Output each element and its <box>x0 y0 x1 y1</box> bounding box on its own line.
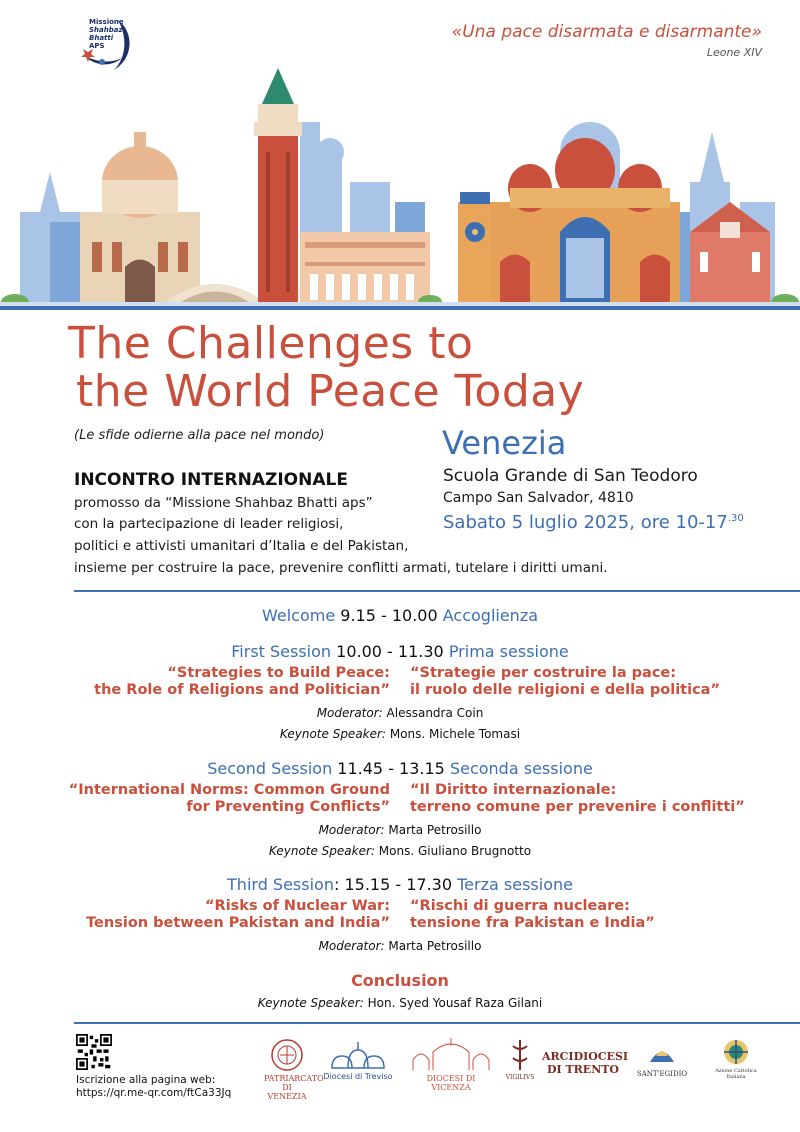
intro-line: insieme per costruire la pace, prevenire conflitti armati, tutelare i diritti umani. <box>74 560 608 576</box>
footer-divider <box>74 1022 800 1024</box>
vicenza-skyline-icon <box>411 1038 491 1072</box>
registration-label: Iscrizione alla pagina web: <box>76 1074 216 1086</box>
vigilius-emblem-icon <box>509 1038 531 1072</box>
session-header <box>0 642 800 661</box>
session-title-it: “Rischi di guerra nucleare: tensione fra Pakistan e India” <box>410 898 655 931</box>
event-title <box>68 320 584 416</box>
session-header <box>0 759 800 778</box>
session-label-it: Terza sessione <box>457 875 573 894</box>
event-title-line2: the World Peace Today <box>76 366 585 417</box>
session-moderator: Moderator: Marta Petrosillo <box>318 939 482 953</box>
sponsor-azione-cattolica: Azione Cattolica Italiana <box>708 1038 764 1080</box>
intro-heading: INCONTRO INTERNAZIONALE <box>74 470 348 490</box>
header-quote: «Una pace disarmata e disarmante» <box>451 22 762 42</box>
intro-line: promosso da “Missione Shahbaz Bhatti aps” <box>74 495 373 511</box>
registration-info <box>76 1074 231 1100</box>
session-moderator: Moderator: Alessandra Coin <box>316 706 484 720</box>
welcome-time: 9.15 - 10.00 <box>340 606 438 625</box>
session-label-it: Prima sessione <box>448 642 569 661</box>
intro-line: politici e attivisti umanitari d’Italia e del Pakistan, <box>74 538 409 554</box>
session-time: 11.45 - 13.15 <box>337 759 445 778</box>
session-title-it: “Strategie per costruire la pace: il ruolo delle religioni e della politica” <box>410 665 720 698</box>
logo-text: Missione Shahbaz Bhatti APS <box>89 18 124 50</box>
patriarcato-seal-icon <box>270 1038 304 1072</box>
sponsor-vigilius: VIGILIVS <box>504 1038 536 1081</box>
conclusion-keynote: Keynote Speaker: Hon. Syed Yousaf Raza Gilani <box>257 996 543 1010</box>
treviso-domes-icon <box>326 1038 390 1070</box>
azione-cattolica-sun-icon <box>722 1038 750 1066</box>
sponsor-patriarcato-venezia: PATRIARCATO DI VENEZIA <box>264 1038 310 1101</box>
session-title-en: “Risks of Nuclear War: Tension between Pakistan and India” <box>86 898 390 931</box>
intro-line: con la partecipazione di leader religiosi, <box>74 516 344 532</box>
sponsor-santegidio: SANT'EGIDIO <box>634 1038 690 1078</box>
session-moderator: Moderator: Marta Petrosillo <box>318 823 482 837</box>
session-label-en: First Session <box>231 642 332 661</box>
sponsor-diocesi-vicenza: DIOCESI DI VICENZA <box>408 1038 494 1092</box>
event-venue: Scuola Grande di San Teodoro <box>443 466 698 486</box>
session-title-it: “Il Diritto internazionale: terreno comune per prevenire i conflitti” <box>410 782 745 815</box>
event-title-line1: The Challenges to <box>68 318 474 369</box>
header-divider <box>0 306 800 310</box>
qr-code-icon[interactable] <box>76 1034 112 1070</box>
session-title-en: “Strategies to Build Peace: the Role of Religions and Politician” <box>94 665 390 698</box>
session-label-en: Third Session <box>227 875 334 894</box>
event-subtitle: (Le sfide odierne alla pace nel mondo) <box>74 428 325 443</box>
sponsor-arcidiocesi-trento: ARCIDIOCESI DI TRENTO <box>542 1050 629 1076</box>
quote-author: Leone XIV <box>706 46 762 59</box>
session-label-en: Second Session <box>207 759 333 778</box>
session-header: Third Session: 15.15 - 17.30 Terza sessione <box>227 875 573 894</box>
welcome-row <box>0 606 800 625</box>
santegidio-dove-icon <box>646 1038 678 1068</box>
event-city: Venezia <box>442 424 567 462</box>
section-divider <box>74 590 800 592</box>
session-label-it: Seconda sessione <box>449 759 593 778</box>
session-title-en: “International Norms: Common Ground for Preventing Conflicts” <box>68 782 390 815</box>
welcome-label-en: Welcome <box>261 606 336 625</box>
sponsor-diocesi-treviso: Diocesi di Treviso <box>322 1038 394 1081</box>
conclusion-heading: Conclusion <box>351 971 449 990</box>
welcome-label-it: Accoglienza <box>442 606 539 625</box>
event-address: Campo San Salvador, 4810 <box>443 490 634 506</box>
registration-link[interactable]: https://qr.me-qr.com/ftCa33Jq <box>76 1087 232 1099</box>
event-datetime: Sabato 5 luglio 2025, ore $10-17^{.30}$ <box>443 512 744 533</box>
session-keynote: Keynote Speaker: Mons. Giuliano Brugnotto <box>268 844 532 858</box>
session-time: 10.00 - 11.30 <box>336 642 444 661</box>
session-time: 15.15 - 17.30 <box>344 875 453 894</box>
session-keynote: Keynote Speaker: Mons. Michele Tomasi <box>279 727 521 741</box>
venice-skyline-illustration <box>0 62 800 310</box>
